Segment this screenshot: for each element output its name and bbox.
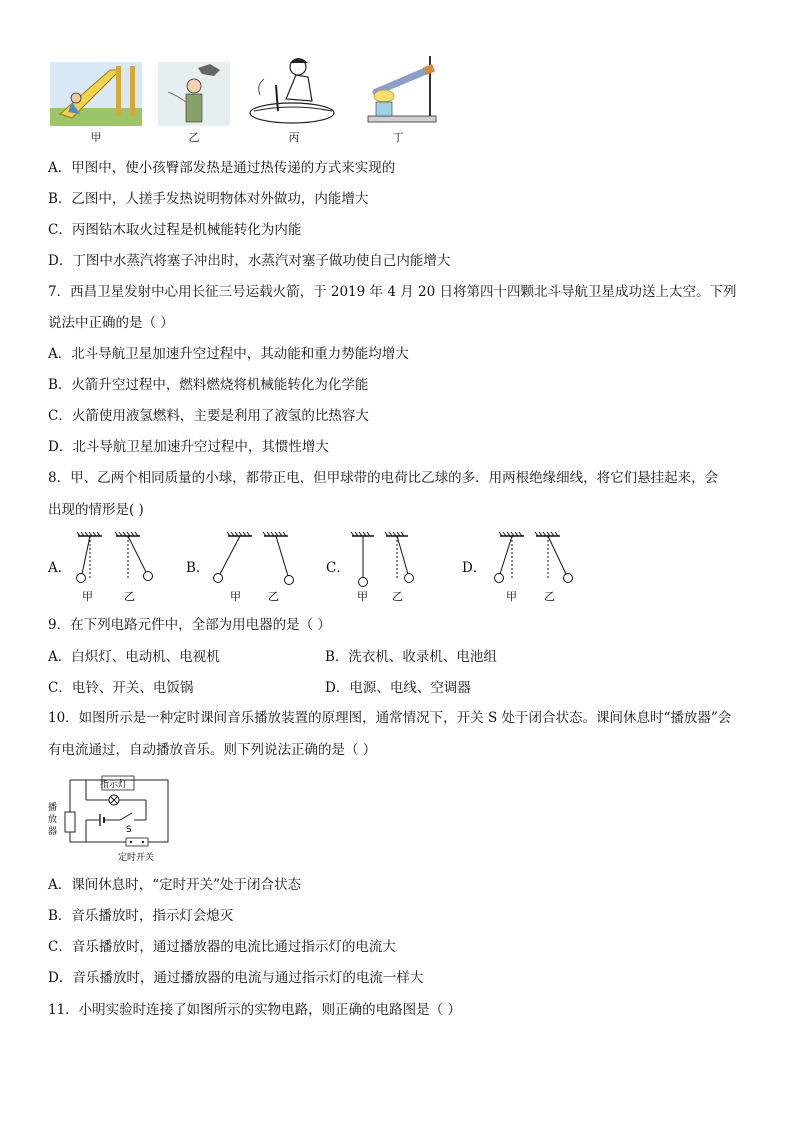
q10-option-c: C．音乐播放时，通过播放器的电流比通过指示灯的电流大 — [48, 939, 396, 955]
q7-option-b: B．火箭升空过程中，燃料燃烧将机械能转化为化学能 — [48, 377, 369, 393]
q8-figure-a — [68, 530, 164, 606]
q8-stem-line2: 出现的情形是( ) — [48, 502, 144, 518]
q6-option-d: D．丁图中水蒸汽将塞子冲出时，水蒸汽对塞子做功使自己内能增大 — [48, 253, 451, 269]
q8-figure-d — [482, 530, 582, 606]
player-symbol — [65, 812, 75, 832]
drilling-wood-picture — [246, 55, 342, 127]
caption-yi: 乙 — [188, 131, 200, 144]
q8-b-yi: 乙 — [268, 590, 279, 603]
q6-option-b: B．乙图中，人搓手发热说明物体对外做功，内能增大 — [48, 191, 369, 207]
q8-label-b: B． — [186, 560, 210, 576]
q8-label-c: C． — [326, 560, 350, 576]
q8-a-yi: 乙 — [124, 590, 135, 603]
q8-figure-b — [206, 530, 302, 606]
timer-switch-label: 定时开关 — [118, 853, 155, 863]
q11-stem: 11．小明实验时连接了如图所示的实物电路，则正确的电路图是（ ） — [48, 1002, 461, 1018]
lamp-label: 指示灯 — [100, 780, 128, 790]
q8-d-yi: 乙 — [544, 590, 555, 603]
q10-stem-line1: 10．如图所示是一种定时课间音乐播放装置的原理图，通常情况下，开关 S 处于闭合状态。课间休息时“播放器”会 — [48, 710, 732, 726]
q8-a-jia: 甲 — [82, 590, 93, 603]
switch-s-label: S — [126, 825, 132, 835]
q9-stem: 9．在下列电路元件中，全部为用电器的是（ ） — [48, 617, 331, 633]
rubbing-hands-picture — [158, 62, 230, 126]
q8-c-jia: 甲 — [357, 590, 368, 603]
q9-option-a: A．白炽灯、电动机、电视机 — [48, 649, 220, 665]
q9-option-c: C．电铃、开关、电饭锅 — [48, 680, 194, 696]
q7-option-d: D．北斗导航卫星加速升空过程中，其惯性增大 — [48, 439, 329, 455]
q10-option-a: A．课间休息时，“定时开关”处于闭合状态 — [48, 877, 302, 893]
q9-option-b: B．洗衣机、收录机、电池组 — [325, 649, 497, 665]
q7-option-c: C．火箭使用液氢燃料，主要是利用了液氢的比热容大 — [48, 408, 369, 424]
player-label-1: 播 — [48, 803, 58, 813]
q10-stem-line2: 有电流通过，自动播放音乐。则下列说法正确的是（ ） — [48, 742, 377, 758]
timer-switch-symbol — [126, 838, 148, 846]
q8-c-yi: 乙 — [392, 590, 403, 603]
q9-option-d: D．电源、电线、空调器 — [325, 680, 471, 696]
q7-stem-line2: 说法中正确的是（ ） — [48, 315, 174, 331]
caption-ding: 丁 — [392, 131, 404, 144]
test-tube-picture — [362, 52, 442, 128]
q6-option-c: C．丙图钻木取火过程是机械能转化为内能 — [48, 222, 302, 238]
player-label-3: 器 — [48, 827, 58, 837]
q8-label-a: A． — [48, 560, 72, 576]
slide-picture — [50, 62, 142, 126]
q7-option-a: A．北斗导航卫星加速升空过程中，其动能和重力势能均增大 — [48, 346, 409, 362]
q6-option-a: A．甲图中，使小孩臀部发热是通过热传递的方式来实现的 — [48, 160, 396, 176]
player-label-2: 放 — [48, 815, 58, 825]
caption-bing: 丙 — [288, 131, 300, 144]
q8-figure-c — [346, 530, 442, 606]
q8-d-jia: 甲 — [506, 590, 517, 603]
q10-option-d: D．音乐播放时，通过播放器的电流与通过指示灯的电流一样大 — [48, 970, 424, 986]
caption-jia: 甲 — [90, 131, 102, 144]
q8-stem-line1: 8．甲、乙两个相同质量的小球，都带正电，但甲球带的电荷比乙球的多．用两根绝缘细线，将它们悬挂起来，会 — [48, 470, 719, 486]
q10-option-b: B．音乐播放时，指示灯会熄灭 — [48, 908, 234, 924]
q8-label-d: D． — [462, 560, 487, 576]
q10-circuit-diagram — [46, 772, 186, 866]
q7-stem-line1: 7．西昌卫星发射中心用长征三号运载火箭，于 2019 年 4 月 20 日将第四十四颗北斗导航卫星成功送上太空。下列 — [48, 284, 737, 300]
q8-b-jia: 甲 — [230, 590, 241, 603]
